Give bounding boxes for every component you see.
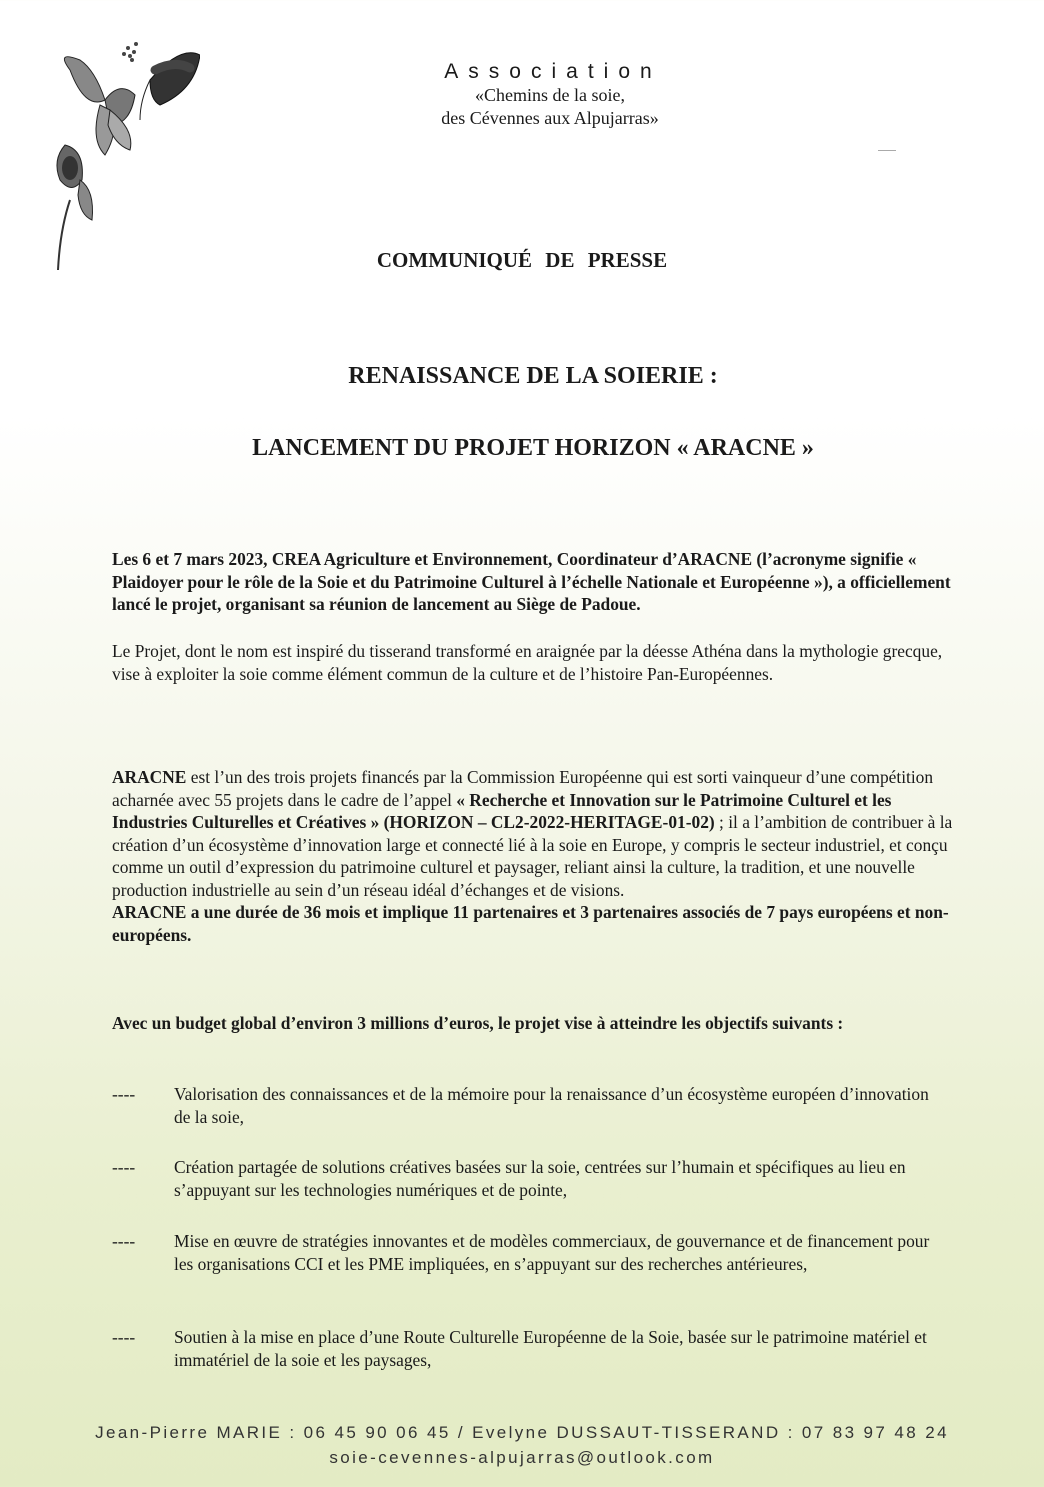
- press-release-label: COMMUNIQUÉ DE PRESSE: [376, 248, 668, 272]
- bullet-marker: ----: [112, 1084, 136, 1104]
- title-line1: RENAISSANCE DE LA SOIERIE :: [348, 363, 718, 389]
- association-word: Association: [444, 60, 662, 83]
- list-item-text: Valorisation des connaissances et de la mémoire pour la renaissance d’un écosystème européen d’innovation de la soie,: [174, 1084, 929, 1127]
- project-text-b: ; il a l’ambition de contribuer à la création d’un écosystème d’innovation large et connecté lié à la soie en Europe, y compris le secteur industriel, et conçu comme un outil d’expression du patrimoine culturel et paysager, reliant ainsi la culture, la tradition, et une nouvelle production industrielle au sein d’un réseau idéal d’échanges et de visions.: [112, 812, 953, 900]
- contact-email: soie-cevennes-alpujarras@outlook.com: [329, 1448, 715, 1467]
- list-item-text: Création partagée de solutions créatives basées sur la soie, centrées sur l’humain et spécifiques au lieu en s’appuyant sur les technologies numériques et de pointe,: [174, 1157, 906, 1200]
- eggs-icon: [122, 42, 138, 62]
- list-item-text: Soutien à la mise en place d’une Route Culturelle Européenne de la Soie, basée sur le patrimoine matériel et immatériel de la soie et les paysages,: [174, 1327, 927, 1370]
- title-line2: LANCEMENT DU PROJET HORIZON « ARACNE »: [252, 435, 814, 461]
- project-name: ARACNE: [112, 767, 187, 787]
- association-name-line2: des Cévennes aux Alpujarras»: [441, 108, 659, 128]
- project-text-a: est l’un des trois projets financés par la Commission Européenne qui est sorti vainqueur d’une compétition acharnée avec 55 projets dans le cadre de l’appel: [112, 767, 934, 810]
- scan-mark: [878, 150, 896, 151]
- bullet-marker: ----: [112, 1231, 136, 1251]
- budget-paragraph: Avec un budget global d’environ 3 millions d’euros, le projet vise à atteindre les objectifs suivants :: [112, 1013, 844, 1033]
- contact-phones: Jean-Pierre MARIE : 06 45 90 06 45 / Evelyne DUSSAUT-TISSERAND : 07 83 97 48 24: [95, 1423, 949, 1442]
- silkworm-moth-illustration: [50, 30, 200, 270]
- bullet-marker: ----: [112, 1157, 136, 1177]
- bullet-marker: ----: [112, 1327, 136, 1347]
- contact-footer: [0, 1420, 1044, 1470]
- name-origin-paragraph: Le Projet, dont le nom est inspiré du tisserand transformé en araignée par la déesse Athéna dans la mythologie grecque, vise à exploiter la soie comme élément commun de la culture et de l’histoire Pan-Européennes.: [112, 641, 943, 684]
- association-name-line1: «Chemins de la soie,: [475, 85, 625, 105]
- project-description-paragraph: [112, 766, 962, 946]
- association-header: [380, 60, 720, 130]
- intro-paragraph: Les 6 et 7 mars 2023, CREA Agriculture et Environnement, Coordinateur d’ARACNE (l’acronyme signifie « Plaidoyer pour le rôle de la Soie et du Patrimoine Culturel à l’échelle Nationale et Européenne »), a officiellement lancé le projet, organisant sa réunion de lancement au Siège de Padoue.: [112, 549, 951, 614]
- list-item-text: Mise en œuvre de stratégies innovantes et de modèles commerciaux, de gouvernance et de financement pour les organisations CCI et les PME impliquées, en s’appuyant sur des recherches antérieures,: [174, 1231, 930, 1274]
- call-name: « Recherche et Innovation sur le Patrimoine Culturel et les Industries Culturelles et Créatives » (HORIZON – CL2-2022-HERITAGE-01-02): [112, 789, 892, 832]
- project-duration: ARACNE a une durée de 36 mois et implique 11 partenaires et 3 partenaires associés de 7 pays européens et non-européens.: [112, 902, 949, 945]
- moth-icon: [64, 57, 135, 155]
